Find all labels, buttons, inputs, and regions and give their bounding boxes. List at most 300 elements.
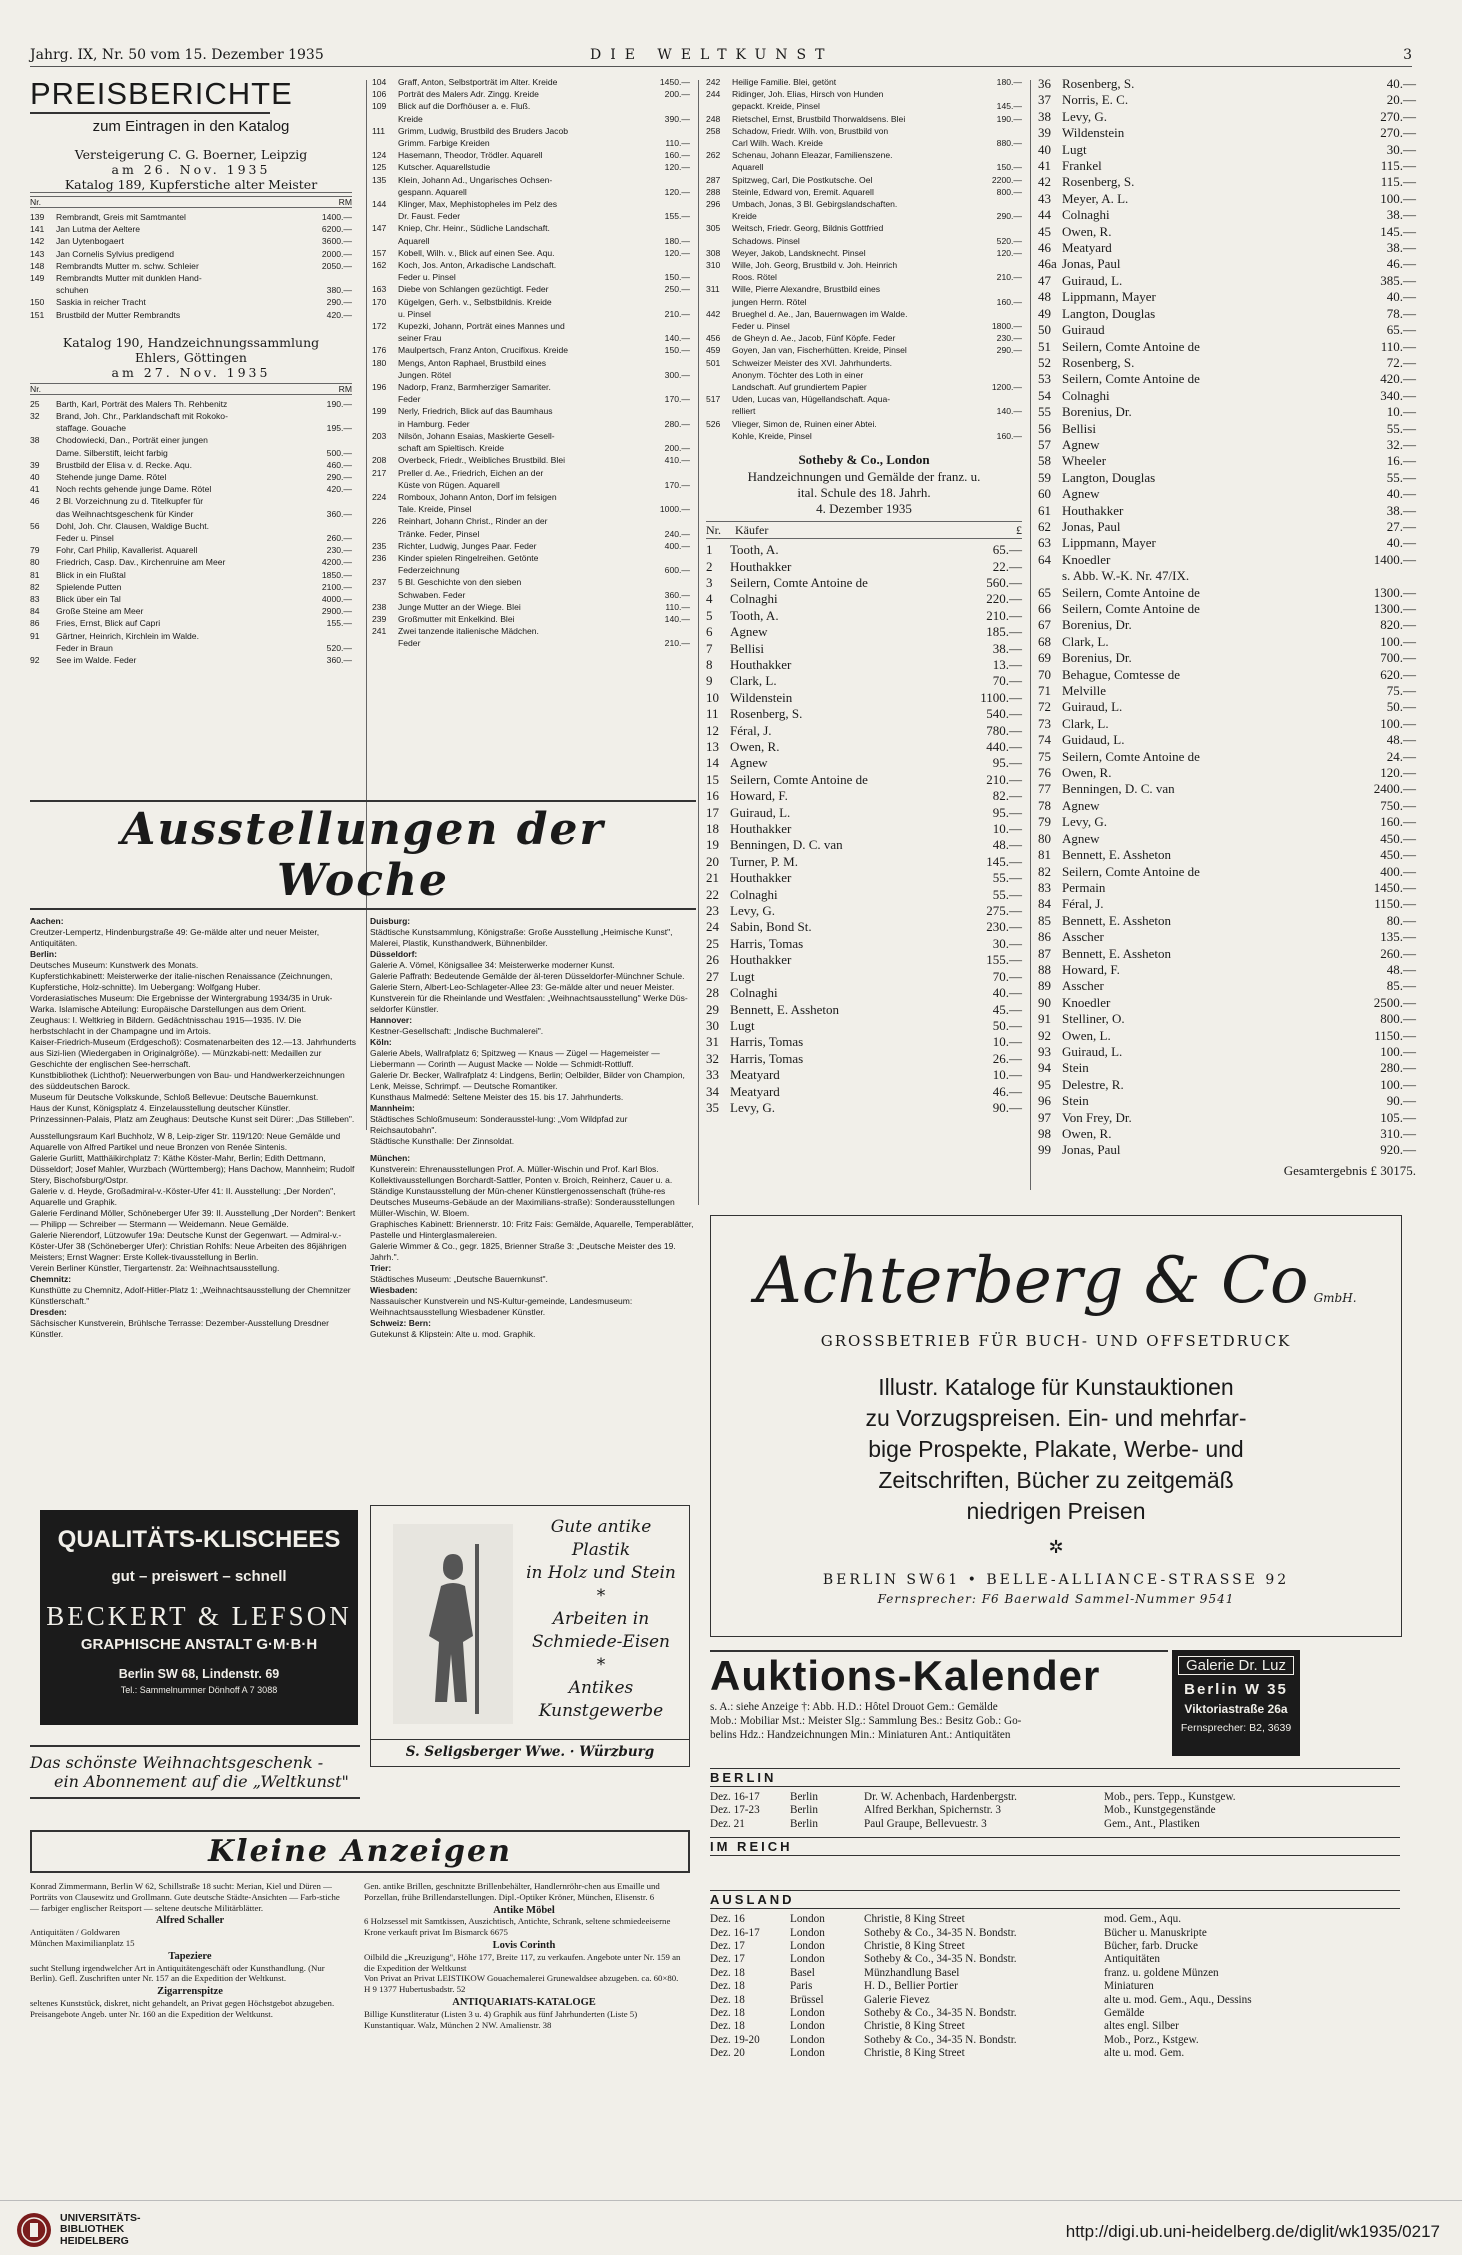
- lot-description: Bennett, E. Assheton: [1062, 912, 1172, 928]
- lot-description: Tränke. Feder, Pinsel: [398, 528, 480, 539]
- preisberichte-section: [30, 76, 352, 666]
- journal-title: DIE WELTKUNST: [590, 47, 834, 63]
- auction-date: Dez. 17: [710, 1940, 745, 1953]
- lot-description: Seilern, Comte Antoine de: [1062, 748, 1200, 764]
- column-rule: [1030, 80, 1031, 1190]
- table-row: [372, 332, 690, 344]
- lot-price: 270.—: [1380, 125, 1416, 141]
- lot-number: [706, 210, 732, 222]
- lot-description: schaft am Spieltisch. Kreide: [398, 443, 505, 454]
- lot-number: 24: [706, 919, 719, 935]
- sale-row: [1038, 732, 1416, 748]
- legend-line: Mob.: Mobiliar Mst.: Meister Slg.: Sammlung Bes.: Besitz Gob.: Go-: [710, 1715, 1022, 1727]
- lot-description: Clark, L.: [1062, 715, 1109, 731]
- lot-description: Goyen, Jan van, Fischerhütten. Kreide, Pinsel: [732, 345, 907, 356]
- lot-price: 20.—: [1386, 92, 1416, 108]
- auction-city: London: [790, 1953, 825, 1966]
- lot-price: [984, 198, 1022, 210]
- lot-number: [372, 271, 398, 283]
- lot-price: [652, 430, 690, 442]
- table-row: [706, 113, 1022, 125]
- lot-number: 287: [706, 174, 721, 185]
- sotheby-heading: [706, 452, 1022, 518]
- lot-price: [652, 467, 690, 479]
- exhibition-entry: Zeughaus: I. Weltkrieg in Bildern. Gedächtnisschau 1915—1935. IV. Die herbstschlacht in der Champagne und im Artois.: [30, 1015, 302, 1036]
- ad-body-line: niedrigen Preisen: [966, 1498, 1146, 1524]
- university-seal-icon: [16, 2212, 52, 2248]
- table-row: [372, 113, 690, 125]
- lot-price: 1000.—: [659, 504, 690, 515]
- lot-description: Schwaben. Feder: [398, 589, 466, 600]
- table-row: [30, 483, 352, 495]
- lot-price: 1150.—: [1374, 896, 1416, 912]
- lot-number: 226: [372, 516, 387, 527]
- lot-description: Porträt des Malers Adr. Zingg. Kreide: [398, 89, 539, 100]
- classified-entry: Antiquitäten / Goldwaren: [30, 1927, 120, 1938]
- auction-house: Sotheby & Co., 34-35 N. Bondstr.: [864, 2033, 1017, 2046]
- lot-number: 124: [372, 150, 387, 161]
- ad-address: BERLIN SW61 • BELLE-ALLIANCE-STRASSE 92: [822, 1572, 1290, 1588]
- sale-row: [706, 542, 1022, 558]
- lot-price: 10.—: [992, 821, 1022, 837]
- lot-number: 51: [1038, 338, 1051, 354]
- lot-number: 459: [706, 345, 721, 356]
- lot-price: 50.—: [1386, 699, 1416, 715]
- sale-row: [706, 788, 1022, 804]
- lot-price: 22.—: [992, 558, 1022, 574]
- lot-price: 13.—: [992, 656, 1022, 672]
- lot-description: Guiraud, L.: [1062, 1043, 1123, 1059]
- lot-description: Nadorp, Franz, Barmherziger Samariter.: [398, 382, 551, 393]
- table-row: [30, 605, 352, 617]
- auction-row: [710, 1927, 1400, 1940]
- lot-number: 47: [1038, 272, 1051, 288]
- lot-price: 78.—: [1386, 305, 1416, 321]
- lot-description: Bennett, E. Assheton: [1062, 945, 1172, 961]
- lot-price: 50.—: [992, 1017, 1022, 1033]
- table-row: [30, 459, 352, 471]
- ad-body-line: bige Prospekte, Plakate, Werbe- und: [868, 1436, 1244, 1462]
- lot-number: 28: [706, 985, 719, 1001]
- sale-row: [1038, 880, 1416, 896]
- lot-number: 50: [1038, 322, 1051, 338]
- lot-number: 135: [372, 174, 387, 185]
- lot-number: 16: [706, 788, 719, 804]
- lot-description: Turner, P. M.: [730, 853, 798, 869]
- sale-row: [1038, 125, 1416, 141]
- ad-item: Kunstgewerbe: [538, 1701, 664, 1721]
- lot-price: 40.—: [992, 985, 1022, 1001]
- table-row: [372, 552, 690, 564]
- lot-price: [314, 410, 352, 422]
- col-rm: RM: [338, 197, 352, 207]
- lot-description: Knoedler: [1062, 994, 1111, 1010]
- lot-price: 120.—: [1380, 765, 1416, 781]
- lot-price: [652, 320, 690, 332]
- lot-description: Seilern, Comte Antoine de: [1062, 601, 1200, 616]
- table-row: [30, 248, 352, 260]
- lot-number: 77: [1038, 781, 1051, 797]
- lot-price: [314, 495, 352, 507]
- lot-price: 2900.—: [321, 606, 352, 617]
- lot-price: 120.—: [664, 162, 690, 173]
- lot-number: 43: [1038, 190, 1051, 206]
- lot-description: Steinle, Edward von, Eremit. Aquarell: [732, 186, 874, 197]
- section-heading: Wiesbaden:: [370, 1285, 418, 1295]
- lot-number: 17: [706, 804, 719, 820]
- lot-price: 10.—: [992, 1067, 1022, 1083]
- table-row: [372, 637, 690, 649]
- lot-price: 1450.—: [659, 77, 690, 87]
- lot-number: 70: [1038, 666, 1051, 682]
- table-row: [706, 369, 1022, 381]
- auction-city: Berlin: [790, 1804, 818, 1817]
- lot-number: 31: [706, 1034, 719, 1050]
- lot-number: [706, 235, 732, 247]
- lot-description: Lugt: [730, 1017, 755, 1033]
- lot-number: 15: [706, 771, 719, 787]
- lot-price: [984, 369, 1022, 381]
- table-row: [30, 398, 352, 410]
- lot-number: 92: [30, 655, 40, 666]
- lot-description: Blick über ein Tal: [56, 594, 121, 605]
- lot-price: 210.—: [986, 771, 1022, 787]
- lot-description: Harris, Tomas: [730, 1050, 804, 1066]
- lot-number: [372, 332, 398, 344]
- lot-description: Stelliner, O.: [1062, 1011, 1125, 1027]
- lot-number: 98: [1038, 1126, 1051, 1141]
- lot-number: 40: [1038, 141, 1051, 157]
- table-row: [372, 125, 690, 137]
- ad-body: [711, 1372, 1401, 1527]
- lot-price: 1450.—: [1373, 879, 1416, 895]
- lot-number: [30, 284, 56, 296]
- lot-number: [706, 271, 732, 283]
- lot-price: [652, 125, 690, 137]
- sale-row: [706, 969, 1022, 985]
- sale-row: [1038, 749, 1416, 765]
- lot-price: [652, 100, 690, 112]
- lot-number: [30, 532, 56, 544]
- sale-row: [706, 1084, 1022, 1100]
- lot-description: Jan Cornelis Sylvius predigend: [56, 248, 174, 259]
- auction-house: Dr. W. Achenbach, Hardenbergstr.: [864, 1791, 1017, 1803]
- table-row: [706, 76, 1022, 88]
- lot-number: [372, 637, 398, 649]
- lot-number: 91: [30, 630, 40, 641]
- lot-description: Tooth, A.: [730, 607, 779, 623]
- lot-description: Rosenberg, S.: [730, 706, 803, 722]
- sale-row: [1038, 995, 1416, 1011]
- lot-number: [706, 161, 732, 173]
- lot-number: 58: [1038, 453, 1051, 469]
- lot-price: [984, 418, 1022, 430]
- lot-number: 163: [372, 284, 387, 295]
- auction-house: Christie, 8 King Street: [864, 1940, 965, 1953]
- sale-row: [1038, 486, 1416, 502]
- lot-description: in Hamburg. Feder: [398, 418, 470, 429]
- lot-price: 82.—: [992, 788, 1022, 804]
- table-row: [706, 222, 1022, 234]
- lot-description: Schenau, Johann Eleazar, Familienszene.: [732, 150, 893, 161]
- table-row: [372, 430, 690, 442]
- lot-price: [652, 381, 690, 393]
- lot-number: 104: [372, 77, 387, 87]
- table-row: [30, 260, 352, 272]
- lot-description: Feder: [398, 638, 421, 649]
- section-heading: ANTIQUARIATS-KATALOGE: [452, 1996, 596, 2008]
- lot-number: 14: [706, 755, 719, 771]
- lot-description: Clark, L.: [730, 673, 777, 689]
- section-heading: Lovis Corinth: [492, 1939, 556, 1951]
- lot-price: 135.—: [1380, 929, 1416, 945]
- lot-price: 85.—: [1386, 978, 1416, 994]
- lot-number: 41: [1038, 158, 1051, 174]
- lot-number: 517: [706, 394, 721, 405]
- table-row: [372, 344, 690, 356]
- lot-number: 236: [372, 552, 387, 563]
- lot-number: [706, 100, 732, 112]
- ad-item: Gute antike: [550, 1517, 652, 1537]
- lot-description: Umbach, Jonas, 3 Bl. Gebirgslandschaften.: [732, 199, 898, 210]
- lot-description: Jan Lutma der Aeltere: [56, 224, 141, 235]
- lot-number: 30: [706, 1017, 719, 1033]
- table-row: [372, 357, 690, 369]
- legend-line: belins Hdz.: Handzeichnungen Min.: Miniaturen Ant.: Antiquitäten: [710, 1729, 1011, 1741]
- exhibition-entry: Gutekunst & Klipstein: Alte u. mod. Graphik.: [370, 1329, 536, 1339]
- lot-number: [372, 418, 398, 430]
- table-row: [372, 454, 690, 466]
- lot-number: 456: [706, 333, 721, 344]
- table-row: [30, 556, 352, 568]
- auction-house: Alfred Berkhan, Spichernstr. 3: [864, 1804, 1002, 1817]
- lot-price: 385.—: [1380, 272, 1416, 288]
- table-row: [30, 617, 352, 629]
- lot-price: 72.—: [1386, 354, 1416, 370]
- lot-number: 84: [30, 606, 40, 617]
- lot-description: Preller d. Ae., Friedrich, Eichen an der: [398, 467, 544, 478]
- table-row: [706, 88, 1022, 100]
- lot-number: 144: [372, 199, 387, 210]
- lot-description: Levy, G.: [1062, 108, 1108, 124]
- lot-price: 200.—: [664, 443, 690, 454]
- table-row: [30, 495, 352, 507]
- lot-price: 170.—: [664, 479, 690, 490]
- lot-price: 190.—: [326, 398, 352, 409]
- lot-price: 410.—: [664, 455, 690, 466]
- legend-line: s. A.: siehe Anzeige †: Abb. H.D.: Hôtel Drouot Gem.: Gemälde: [710, 1701, 998, 1713]
- lot-price: 115.—: [1380, 174, 1416, 190]
- lot-price: [984, 149, 1022, 161]
- table-row: [372, 540, 690, 552]
- table-row: [372, 235, 690, 247]
- lot-price: 920.—: [1380, 1142, 1416, 1158]
- lot-number: 20: [706, 853, 719, 869]
- lot-number: 7: [706, 640, 713, 656]
- auction-row: [710, 1994, 1400, 2007]
- lot-price: 420.—: [326, 309, 352, 320]
- sale-row: [1038, 913, 1416, 929]
- lot-description: Lippmann, Mayer: [1062, 289, 1156, 305]
- lot-price: 90.—: [992, 1099, 1022, 1115]
- lot-description: Brueghel d. Ae., Jan, Bauernwagen im Walde.: [732, 308, 908, 319]
- auction-date: Dez. 16-17: [710, 1791, 760, 1803]
- col-pound: £: [1016, 522, 1022, 537]
- lot-description: Maulpertsch, Franz Anton, Crucifixus. Kreide: [398, 345, 569, 356]
- table-row: [30, 296, 352, 308]
- auction-heading: [30, 335, 352, 380]
- lot-price: 185.—: [986, 624, 1022, 640]
- lot-number: 89: [1038, 978, 1051, 994]
- lot-description: Blick auf die Dorfhöuser a. e. Fluß.: [398, 101, 531, 112]
- lot-number: 69: [1038, 650, 1051, 666]
- lot-description: Borenius, Dr.: [1062, 404, 1132, 420]
- exhibition-entry: Städtisches Museum: „Deutsche Bauernkunst".: [370, 1274, 548, 1284]
- lot-price: 115.—: [1380, 158, 1416, 174]
- sale-row: [1038, 962, 1416, 978]
- lot-description: Bellisi: [730, 640, 764, 656]
- table-row: [706, 259, 1022, 271]
- table-row: [30, 569, 352, 581]
- lot-price: 100.—: [1380, 1076, 1416, 1092]
- region-reich: IM REICH: [710, 1837, 1400, 1856]
- lot-description: Agnew: [1062, 830, 1100, 846]
- lot-price: 100.—: [1380, 1043, 1416, 1059]
- auction-content: mod. Gem., Aqu.: [1104, 1913, 1182, 1926]
- lot-description: Lippmann, Mayer: [1062, 535, 1156, 551]
- lot-description: Jonas, Paul: [1062, 256, 1121, 272]
- lot-description: seiner Frau: [398, 333, 442, 344]
- lot-description: Feder u. Pinsel: [398, 272, 456, 283]
- table-row: [372, 174, 690, 186]
- lot-number: 27: [706, 968, 719, 984]
- lot-description: Spielende Putten: [56, 581, 122, 592]
- lot-description: Wille, Pierre Alexandre, Brustbild eines: [732, 284, 881, 295]
- lot-description: Brustbild der Elisa v. d. Recke. Aqu.: [56, 459, 192, 470]
- table-row: [372, 198, 690, 210]
- lot-number: 142: [30, 236, 45, 247]
- lot-description: Schweizer Meister des XVI. Jahrhunderts.: [732, 357, 893, 368]
- table-row: [372, 161, 690, 173]
- lot-price: 270.—: [1380, 108, 1416, 124]
- lot-price: 340.—: [1380, 387, 1416, 403]
- sale-row: [1038, 929, 1416, 945]
- auction-content: Antiquitäten: [1104, 1953, 1160, 1966]
- lot-price: 820.—: [1380, 617, 1416, 633]
- source-url[interactable]: http://digi.ub.uni-heidelberg.de/diglit/wk1935/0217: [1065, 2222, 1440, 2241]
- ad-phone: Tel.: Sammelnummer Dönhoff A 7 3088: [120, 1685, 278, 1695]
- auction-date: Dez. 16: [710, 1913, 745, 1926]
- lot-number: 53: [1038, 371, 1051, 387]
- sale-row: [1038, 650, 1416, 666]
- table-row: [372, 418, 690, 430]
- lot-description: Howard, F.: [1062, 961, 1120, 977]
- table-row: [372, 528, 690, 540]
- lot-price: [984, 88, 1022, 100]
- ad-footer: S. Seligsberger Wwe. · Würzburg: [371, 1739, 689, 1760]
- lot-description: Bellisi: [1062, 420, 1096, 436]
- sale-row: [1038, 765, 1416, 781]
- lot-description: Friedrich, Casp. Dav., Kirchenruine am Meer: [56, 557, 226, 568]
- price-list-continued: [706, 76, 1022, 1116]
- lot-price: 70.—: [992, 673, 1022, 689]
- lot-price: 1800.—: [991, 321, 1022, 332]
- lot-number: [372, 564, 398, 576]
- lot-description: Agnew: [730, 624, 768, 640]
- lot-price: [652, 576, 690, 588]
- ornament-icon: ✲: [1048, 1537, 1064, 1558]
- lot-price: 260.—: [1380, 945, 1416, 961]
- kleine-title: Kleine Anzeigen: [30, 1830, 690, 1873]
- lot-description: Dr. Faust. Feder: [398, 211, 461, 222]
- sale-row: [1038, 798, 1416, 814]
- ad-item: Schmiede-Eisen: [531, 1632, 670, 1652]
- auction-date: Dez. 19-20: [710, 2033, 760, 2046]
- lot-description: Großmutter mit Enkelkind. Blei: [398, 613, 515, 624]
- table-row: [372, 137, 690, 149]
- sale-row: [706, 870, 1022, 886]
- lot-price: [314, 520, 352, 532]
- lot-description: Klinger, Max, Mephistopheles im Pelz des: [398, 199, 558, 210]
- lot-description: Von Frey, Dr.: [1062, 1109, 1132, 1125]
- lot-price: [984, 259, 1022, 271]
- luz-line: Galerie Dr. Luz: [1178, 1656, 1294, 1675]
- lot-description: Jonas, Paul: [1062, 518, 1121, 534]
- lot-price: [984, 283, 1022, 295]
- sale-row: [1038, 109, 1416, 125]
- lot-number: 73: [1038, 715, 1051, 731]
- lot-number: 49: [1038, 305, 1051, 321]
- lot-description: Brand, Joh. Chr., Parklandschaft mit Rokoko-: [56, 411, 228, 422]
- lot-number: 78: [1038, 797, 1051, 813]
- exhibition-entry: Kupferstichkabinett: Meisterwerke der italie-nischen Renaissance (Zeichnungen, Kupferstiche, Holz-schnitte). Im Uebergang: Wolfgang Huber.: [30, 971, 333, 992]
- sale-row: [1038, 1028, 1416, 1044]
- lot-description: Rembrandt, Greis mit Samtmantel: [56, 212, 186, 222]
- lot-description: Kügelgen, Gerh. v., Selbstbildnis. Kreide: [398, 296, 552, 307]
- lot-number: 64: [1038, 551, 1051, 567]
- lot-price: 55.—: [1386, 469, 1416, 485]
- col-nr: Nr.: [706, 522, 721, 537]
- sale-row: [706, 837, 1022, 853]
- auction-content: Gem., Ant., Plastiken: [1104, 1817, 1200, 1830]
- lot-number: 106: [372, 89, 387, 100]
- lot-number: 4: [706, 591, 713, 607]
- lot-number: 87: [1038, 945, 1051, 961]
- lot-price: 55.—: [1386, 420, 1416, 436]
- lot-number: 39: [30, 459, 40, 470]
- table-row: [30, 630, 352, 642]
- lot-number: 296: [706, 199, 721, 210]
- table-row: [372, 149, 690, 161]
- auction-line: Handzeichnungen und Gemälde der franz. u.: [747, 468, 981, 484]
- lot-description: Permain: [1062, 879, 1106, 895]
- lot-description: Jonas, Paul: [1062, 1142, 1121, 1158]
- lot-price: 110.—: [1380, 338, 1416, 354]
- auction-city: London: [790, 1940, 825, 1953]
- sale-row: [706, 772, 1022, 788]
- exhibition-entry: Ständige Kunstausstellung der Mün-chener Künstlergenossenschaft (frühe-res Deutsches Museums-Gebäude an der Maximilians-straße): Sonderausstellungen Müller-Wischin, W. Bloem.: [370, 1186, 675, 1218]
- lot-price: 2500.—: [1373, 994, 1416, 1010]
- auction-city: London: [790, 2033, 825, 2046]
- lot-description: Tale. Kreide, Pinsel: [398, 504, 472, 515]
- table-row: [706, 357, 1022, 369]
- section-title: PREISBERICHTE: [30, 76, 270, 114]
- lot-price: 46.—: [1386, 256, 1416, 272]
- lot-price: 420.—: [1380, 371, 1416, 387]
- table-row: [30, 235, 352, 247]
- luz-ad: [1172, 1650, 1300, 1756]
- sale-row: [1038, 437, 1416, 453]
